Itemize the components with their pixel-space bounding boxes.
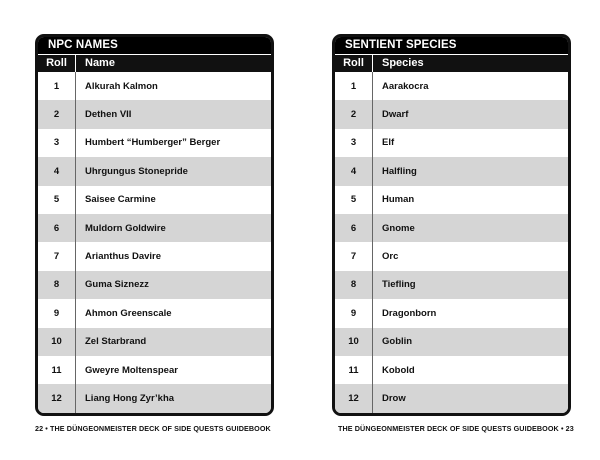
roll-cell: 11 xyxy=(38,356,76,384)
roll-cell: 12 xyxy=(335,384,373,412)
roll-cell: 10 xyxy=(38,328,76,356)
roll-cell: 5 xyxy=(38,186,76,214)
roll-cell: 7 xyxy=(38,242,76,270)
value-cell: Elf xyxy=(382,137,395,149)
table-row xyxy=(38,186,271,214)
roll-cell: 4 xyxy=(38,157,76,185)
roll-cell: 10 xyxy=(335,328,373,356)
roll-cell: 4 xyxy=(335,157,373,185)
table-row xyxy=(335,271,568,299)
value-cell: Muldorn Goldwire xyxy=(85,222,166,234)
value-cell: Dethen VII xyxy=(85,109,132,121)
table-title: SENTIENT SPECIES xyxy=(335,37,568,54)
sentient-species-table xyxy=(332,34,571,416)
table-row xyxy=(38,72,271,100)
value-cell: Gnome xyxy=(382,222,415,234)
value-cell: Drow xyxy=(382,392,406,404)
value-cell: Tiefling xyxy=(382,279,416,291)
value-cell: Halfling xyxy=(382,165,417,177)
roll-cell: 3 xyxy=(335,129,373,157)
roll-cell: 12 xyxy=(38,384,76,412)
roll-cell: 9 xyxy=(335,299,373,327)
table-row xyxy=(335,214,568,242)
roll-cell: 2 xyxy=(335,100,373,128)
value-cell: Dragonborn xyxy=(382,307,437,319)
table-row xyxy=(38,214,271,242)
table-row xyxy=(38,299,271,327)
value-cell: Guma Siznezz xyxy=(85,279,149,291)
column-header-roll: Roll xyxy=(38,55,76,72)
table-row xyxy=(335,100,568,128)
table-row xyxy=(38,271,271,299)
table-row xyxy=(335,328,568,356)
roll-cell: 1 xyxy=(38,72,76,100)
table-row xyxy=(335,157,568,185)
table-row xyxy=(38,328,271,356)
table-row xyxy=(38,100,271,128)
roll-cell: 6 xyxy=(38,214,76,242)
table-title: NPC NAMES xyxy=(38,37,271,54)
roll-cell: 7 xyxy=(335,242,373,270)
table-row xyxy=(335,242,568,270)
value-cell: Goblin xyxy=(382,336,413,348)
page-footer-left: 22 • THE DÜNGEONMEISTER DECK OF SIDE QUESTS GUIDEBOOK xyxy=(35,424,271,433)
roll-cell: 6 xyxy=(335,214,373,242)
value-cell: Aarakocra xyxy=(382,80,429,92)
table-row xyxy=(38,356,271,384)
table-body xyxy=(335,72,568,413)
table-row xyxy=(335,356,568,384)
value-cell: Dwarf xyxy=(382,109,409,121)
roll-cell: 3 xyxy=(38,129,76,157)
value-cell: Alkurah Kalmon xyxy=(85,80,158,92)
column-header-species: Species xyxy=(382,57,424,69)
table-header xyxy=(38,54,271,72)
value-cell: Arianthus Davire xyxy=(85,251,162,263)
value-cell: Saisee Carmine xyxy=(85,194,156,206)
roll-cell: 9 xyxy=(38,299,76,327)
npc-names-table xyxy=(35,34,274,416)
roll-cell: 11 xyxy=(335,356,373,384)
value-cell: Zel Starbrand xyxy=(85,336,147,348)
value-cell: Orc xyxy=(382,251,399,263)
value-cell: Gweyre Moltenspear xyxy=(85,364,178,376)
roll-cell: 5 xyxy=(335,186,373,214)
table-row xyxy=(38,384,271,412)
roll-cell: 2 xyxy=(38,100,76,128)
column-header-roll: Roll xyxy=(335,55,373,72)
value-cell: Kobold xyxy=(382,364,415,376)
table-row xyxy=(335,72,568,100)
table-body xyxy=(38,72,271,413)
roll-cell: 8 xyxy=(335,271,373,299)
roll-cell: 8 xyxy=(38,271,76,299)
value-cell: Ahmon Greenscale xyxy=(85,307,172,319)
value-cell: Human xyxy=(382,194,415,206)
table-row xyxy=(38,129,271,157)
table-row xyxy=(38,157,271,185)
page-footer-right: THE DÜNGEONMEISTER DECK OF SIDE QUESTS GUIDEBOOK • 23 xyxy=(338,424,574,433)
column-header-name: Name xyxy=(85,57,115,69)
table-header xyxy=(335,54,568,72)
table-row xyxy=(335,299,568,327)
table-row xyxy=(335,186,568,214)
roll-cell: 1 xyxy=(335,72,373,100)
table-row xyxy=(38,242,271,270)
table-row xyxy=(335,129,568,157)
value-cell: Uhrgungus Stonepride xyxy=(85,165,188,177)
value-cell: Humbert “Humberger” Berger xyxy=(85,137,221,149)
table-row xyxy=(335,384,568,412)
value-cell: Liang Hong Zyr’kha xyxy=(85,392,175,404)
